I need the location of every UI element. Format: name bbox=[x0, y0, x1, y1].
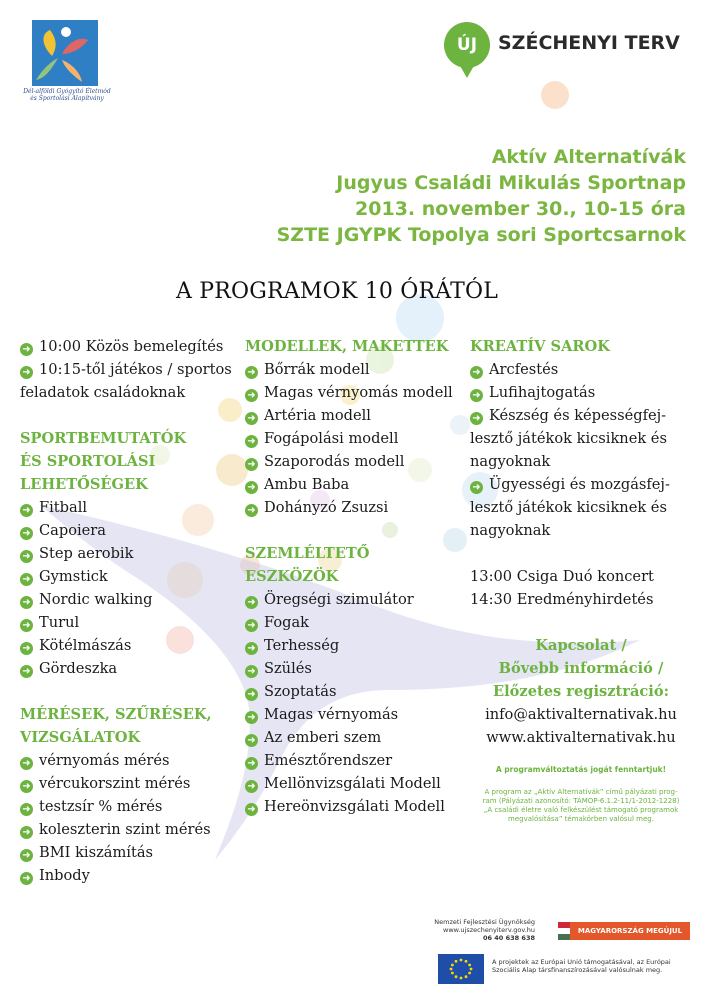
arrow-icon: ➜ bbox=[20, 619, 33, 632]
section-heading-line: VIZSGÁLATOK bbox=[20, 729, 141, 746]
event-subtitle: Jugyus Családi Mikulás Sportnap bbox=[336, 172, 686, 194]
foundation-logo bbox=[22, 16, 112, 106]
project-note-line: ram (Pályázati azonosító: TÁMOP-6.1.2-11/1-2012-1228) bbox=[482, 797, 680, 805]
contact-block bbox=[470, 634, 692, 749]
list-item bbox=[245, 611, 465, 634]
arrow-icon: ➜ bbox=[20, 803, 33, 816]
project-note bbox=[470, 788, 692, 824]
section-heading-creative: KREATÍV SAROK bbox=[470, 338, 610, 355]
list-item-continuation: nagyoknak bbox=[470, 522, 551, 539]
column-left bbox=[20, 335, 250, 887]
list-item bbox=[245, 496, 465, 519]
list-item bbox=[20, 634, 250, 657]
event-header bbox=[206, 144, 686, 248]
arrow-icon: ➜ bbox=[245, 458, 258, 471]
list-item-label: Magas vérnyomás bbox=[264, 706, 399, 723]
arrow-icon: ➜ bbox=[20, 527, 33, 540]
bg-dot bbox=[541, 81, 569, 109]
contact-heading-line: Bővebb információ / bbox=[498, 660, 664, 677]
list-item bbox=[245, 381, 465, 404]
list-item bbox=[20, 565, 250, 588]
section-heading-line: ÉS SPORTOLÁSI bbox=[20, 453, 156, 470]
list-item-label: Fitball bbox=[39, 499, 88, 516]
list-item bbox=[245, 703, 465, 726]
list-item-label: Nordic walking bbox=[39, 591, 153, 608]
section-heading-models: MODELLEK, MAKETTEK bbox=[245, 338, 449, 355]
list-item-label: 10:00 Közös bemelegítés bbox=[39, 338, 224, 355]
arrow-icon: ➜ bbox=[245, 642, 258, 655]
list-item-continuation: lesztő játékok kicsiknek és bbox=[470, 499, 667, 516]
list-item bbox=[20, 772, 250, 795]
list-item bbox=[20, 749, 250, 772]
list-item-label: vérnyomás mérés bbox=[39, 752, 170, 769]
section-heading-tools bbox=[245, 542, 465, 588]
arrow-icon: ➜ bbox=[245, 504, 258, 517]
list-item bbox=[20, 795, 250, 818]
contact-heading-line: Kapcsolat / bbox=[535, 637, 627, 654]
list-item bbox=[20, 657, 250, 680]
project-note-line: megvalósítása” témakörben valósul meg. bbox=[508, 815, 654, 823]
uj-badge-text: ÚJ bbox=[456, 35, 478, 55]
change-notice: A programváltoztatás jogát fenntartjuk! bbox=[495, 765, 667, 774]
arrow-icon: ➜ bbox=[470, 366, 483, 379]
arrow-icon: ➜ bbox=[245, 366, 258, 379]
list-item bbox=[20, 841, 250, 864]
list-item bbox=[245, 657, 465, 680]
section-heading-line: SZEMLÉLTETŐ bbox=[245, 545, 370, 562]
arrow-icon: ➜ bbox=[20, 550, 33, 563]
arrow-icon: ➜ bbox=[20, 573, 33, 586]
section-heading-tests bbox=[20, 703, 250, 749]
list-item-label: BMI kiszámítás bbox=[39, 844, 154, 861]
list-item-label: Szoptatás bbox=[264, 683, 337, 700]
list-item-label: Fogak bbox=[264, 614, 309, 631]
list-item bbox=[470, 358, 692, 381]
list-item bbox=[20, 864, 250, 887]
arrow-icon: ➜ bbox=[245, 803, 258, 816]
foundation-logo-caption: Dél-alföldi Gyógyító Életmód és Sportolási Alapítvány bbox=[23, 88, 111, 102]
list-item bbox=[245, 726, 465, 749]
list-item-label: Fogápolási modell bbox=[264, 430, 399, 447]
list-item-label: Step aerobik bbox=[39, 545, 134, 562]
list-item-label: Inbody bbox=[39, 867, 90, 884]
eu-flag-icon bbox=[438, 954, 484, 984]
arrow-icon: ➜ bbox=[20, 826, 33, 839]
list-item-label: Öregségi szimulátor bbox=[264, 591, 414, 608]
arrow-icon: ➜ bbox=[20, 366, 33, 379]
contact-email-link[interactable]: info@aktivalternativak.hu bbox=[485, 706, 677, 723]
list-item bbox=[245, 450, 465, 473]
list-item-label: Dohányzó Zsuzsi bbox=[264, 499, 389, 516]
arrow-icon: ➜ bbox=[245, 481, 258, 494]
arrow-icon: ➜ bbox=[245, 412, 258, 425]
list-item-label: Terhesség bbox=[264, 637, 340, 654]
list-item-label: Szaporodás modell bbox=[264, 453, 405, 470]
arrow-icon: ➜ bbox=[20, 596, 33, 609]
list-item-label: Turul bbox=[39, 614, 80, 631]
list-item-label: Szülés bbox=[264, 660, 312, 677]
list-item-continuation: nagyoknak bbox=[470, 453, 551, 470]
list-item-label: Mellönvizsgálati Modell bbox=[264, 775, 441, 792]
list-item bbox=[470, 473, 692, 496]
list-item-label: Artéria modell bbox=[264, 407, 371, 424]
list-item-label: testzsír % mérés bbox=[39, 798, 163, 815]
agency-name: Nemzeti Fejlesztési Ügynökség bbox=[434, 918, 535, 926]
list-item bbox=[245, 427, 465, 450]
list-item-label: Arcfestés bbox=[489, 361, 559, 378]
section-heading-sport bbox=[20, 427, 250, 496]
arrow-icon: ➜ bbox=[20, 504, 33, 517]
list-item-label: Bőrrák modell bbox=[264, 361, 370, 378]
list-item-label: 10:15-től játékos / sportos bbox=[39, 361, 232, 378]
section-heading-line: SPORTBEMUTATÓK bbox=[20, 430, 187, 447]
arrow-icon: ➜ bbox=[20, 665, 33, 678]
contact-website-link[interactable]: www.aktivalternativak.hu bbox=[486, 729, 676, 746]
arrow-icon: ➜ bbox=[245, 711, 258, 724]
project-note-line: A program az „Aktív Alternatívák” című pályázati prog- bbox=[484, 788, 678, 796]
uj-badge bbox=[444, 22, 490, 68]
arrow-icon: ➜ bbox=[245, 665, 258, 678]
list-item bbox=[20, 358, 250, 381]
arrow-icon: ➜ bbox=[245, 757, 258, 770]
eu-funding-note bbox=[492, 958, 702, 974]
list-item-label: Lufihajtogatás bbox=[489, 384, 596, 401]
list-item bbox=[20, 335, 250, 358]
brand-badge: MAGYARORSZÁG MEGÚJUL bbox=[570, 922, 690, 940]
list-item-label: Capoiera bbox=[39, 522, 106, 539]
arrow-icon: ➜ bbox=[20, 872, 33, 885]
list-item-label: Hereönvizsgálati Modell bbox=[264, 798, 445, 815]
list-item-label: Gymstick bbox=[39, 568, 108, 585]
arrow-icon: ➜ bbox=[245, 619, 258, 632]
uj-badge-pin bbox=[459, 64, 475, 78]
list-item bbox=[20, 496, 250, 519]
list-item-label: Emésztőrendszer bbox=[264, 752, 393, 769]
list-item bbox=[20, 611, 250, 634]
list-item-label: Ügyességi és mozgásfej- bbox=[489, 476, 670, 493]
hungary-flag-icon bbox=[558, 922, 570, 940]
list-item-label: vércukorszint mérés bbox=[39, 775, 191, 792]
arrow-icon: ➜ bbox=[245, 389, 258, 402]
list-item bbox=[20, 519, 250, 542]
list-item bbox=[245, 358, 465, 381]
column-middle bbox=[245, 335, 465, 818]
list-item bbox=[245, 588, 465, 611]
arrow-icon: ➜ bbox=[245, 780, 258, 793]
arrow-icon: ➜ bbox=[245, 688, 258, 701]
szechenyi-terv-logo bbox=[440, 20, 690, 80]
arrow-icon: ➜ bbox=[245, 734, 258, 747]
list-item bbox=[245, 634, 465, 657]
column-right bbox=[470, 335, 692, 824]
list-item bbox=[470, 404, 692, 427]
arrow-icon: ➜ bbox=[470, 412, 483, 425]
event-date: 2013. november 30., 10-15 óra bbox=[355, 198, 686, 220]
list-item-continuation: feladatok családoknak bbox=[20, 384, 186, 401]
list-item-label: koleszterin szint mérés bbox=[39, 821, 211, 838]
list-item bbox=[470, 381, 692, 404]
event-venue: SZTE JGYPK Topolya sori Sportcsarnok bbox=[276, 224, 686, 246]
list-item-label: Készség és képességfej- bbox=[489, 407, 667, 424]
arrow-icon: ➜ bbox=[20, 642, 33, 655]
event-title: Aktív Alternatívák bbox=[491, 146, 686, 168]
list-item-continuation: lesztő játékok kicsiknek és bbox=[470, 430, 667, 447]
list-item bbox=[20, 588, 250, 611]
arrow-icon: ➜ bbox=[20, 757, 33, 770]
eu-funding-line: A projektek az Európai Unió támogatásával, az Európai bbox=[492, 958, 671, 966]
list-item bbox=[20, 542, 250, 565]
arrow-icon: ➜ bbox=[20, 849, 33, 862]
event-concert: 13:00 Csiga Duó koncert bbox=[470, 568, 654, 585]
arrow-icon: ➜ bbox=[245, 435, 258, 448]
page-title: A PROGRAMOK 10 ÓRÁTÓL bbox=[176, 279, 499, 304]
list-item bbox=[245, 749, 465, 772]
list-item bbox=[245, 473, 465, 496]
section-heading-line: MÉRÉSEK, SZŰRÉSEK, bbox=[20, 706, 212, 723]
list-item bbox=[245, 772, 465, 795]
event-results: 14:30 Eredményhirdetés bbox=[470, 591, 654, 608]
arrow-icon: ➜ bbox=[470, 389, 483, 402]
agency-info bbox=[400, 918, 535, 942]
eu-stars-icon bbox=[438, 954, 484, 984]
list-item bbox=[245, 680, 465, 703]
list-item bbox=[245, 404, 465, 427]
arrow-icon: ➜ bbox=[245, 596, 258, 609]
footer bbox=[400, 914, 700, 994]
list-item bbox=[245, 795, 465, 818]
arrow-icon: ➜ bbox=[470, 481, 483, 494]
agency-phone: 06 40 638 638 bbox=[482, 934, 535, 942]
section-heading-line: ESZKÖZÖK bbox=[245, 568, 339, 585]
list-item-label: Az emberi szem bbox=[264, 729, 382, 746]
eu-funding-line: Szociális Alap társfinanszírozásával valósulnak meg. bbox=[492, 966, 663, 974]
contact-heading-line: Előzetes regisztráció: bbox=[493, 683, 669, 700]
project-note-line: „A családi életre való felkészülést támogató programok bbox=[483, 806, 679, 814]
list-item-label: Kötélmászás bbox=[39, 637, 132, 654]
list-item-label: Magas vérnyomás modell bbox=[264, 384, 453, 401]
szechenyi-terv-text: SZÉCHENYI TERV bbox=[498, 32, 680, 54]
list-item bbox=[20, 818, 250, 841]
list-item-label: Gördeszka bbox=[39, 660, 118, 677]
arrow-icon: ➜ bbox=[20, 343, 33, 356]
arrow-icon: ➜ bbox=[20, 780, 33, 793]
list-item-label: Ambu Baba bbox=[264, 476, 350, 493]
agency-url: www.ujszechenyiterv.gov.hu bbox=[443, 926, 535, 934]
section-heading-line: LEHETŐSÉGEK bbox=[20, 476, 148, 493]
